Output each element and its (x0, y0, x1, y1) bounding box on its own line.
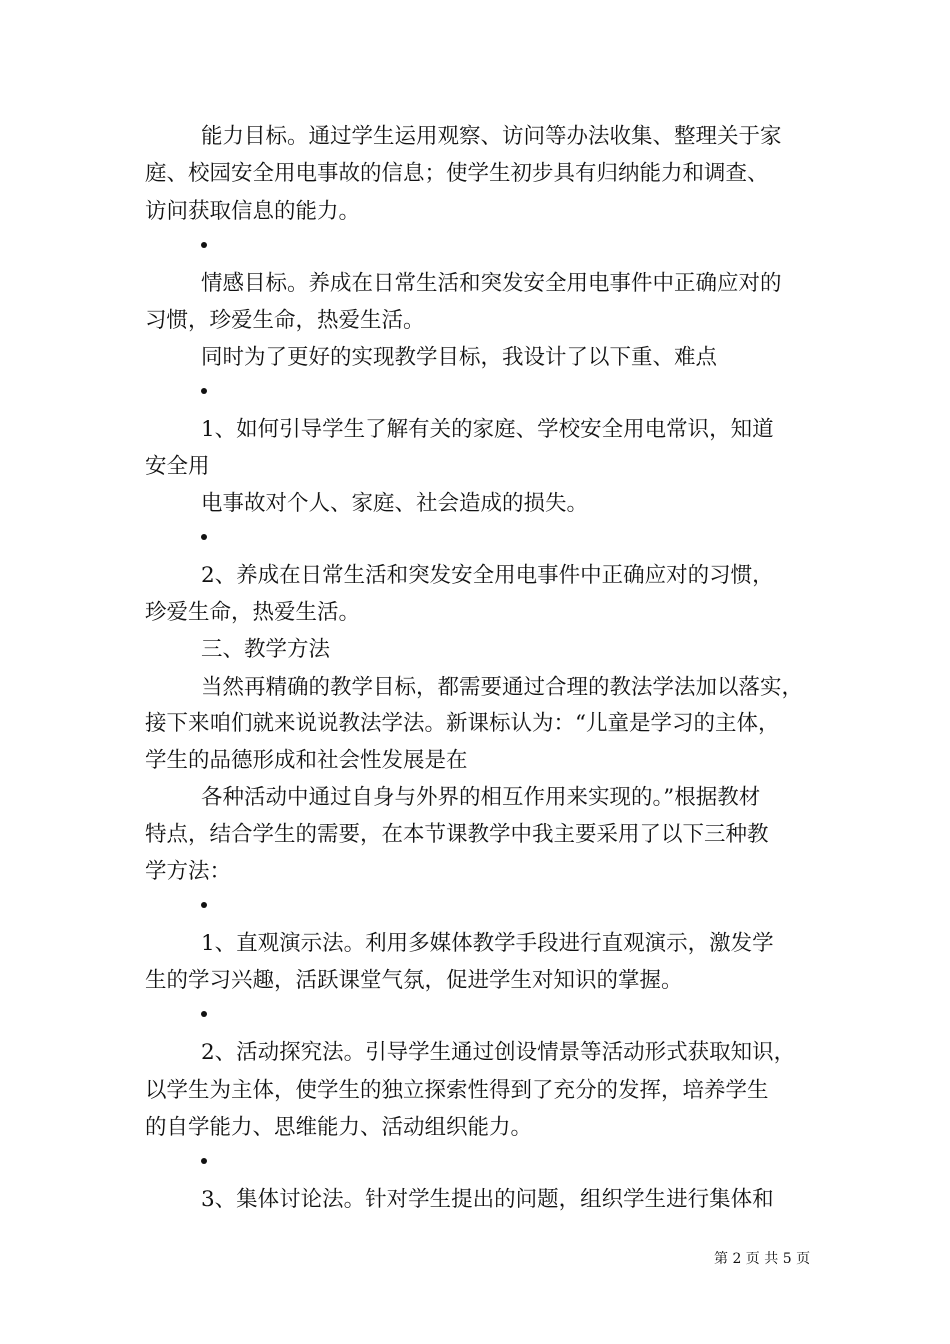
text-line: 2、活动探究法。引导学生通过创设情景等活动形式获取知识， (201, 1040, 796, 1065)
text-line: 访问获取信息的能力。 (145, 199, 361, 224)
text-line: 以学生为主体，使学生的独立探索性得到了充分的发挥，培养学生 (145, 1078, 769, 1103)
text-line: 当然再精确的教学目标，都需要通过合理的教法学法加以落实， (201, 675, 804, 700)
text-line: 情感目标。养成在日常生活和突发安全用电事件中正确应对的 (201, 271, 782, 296)
text-line: 生的学习兴趣，活跃课堂气氛，促进学生对知识的掌握。 (145, 968, 683, 993)
bullet-icon (201, 388, 207, 394)
bullet-icon (201, 242, 207, 248)
text-line: 习惯，珍爱生命，热爱生活。 (145, 308, 425, 333)
section-heading: 三、教学方法 (201, 637, 331, 662)
text-line: 同时为了更好的实现教学目标，我设计了以下重、难点 (201, 345, 718, 370)
text-line: 1、直观演示法。利用多媒体教学手段进行直观演示，激发学 (201, 931, 774, 956)
bullet-icon (201, 534, 207, 540)
text-line: 珍爱生命，热爱生活。 (145, 600, 361, 625)
text-line: 1、如何引导学生了解有关的家庭、学校安全用电常识，知道 (201, 417, 774, 442)
page-number-footer: 第 2 页 共 5 页 (714, 1251, 811, 1267)
bullet-icon (201, 1158, 207, 1164)
bullet-icon (201, 1011, 207, 1017)
text-line: 庭、校园安全用电事故的信息；使学生初步具有归纳能力和调查、 (145, 161, 769, 186)
text-line: 3、集体讨论法。针对学生提出的问题，组织学生进行集体和 (201, 1187, 774, 1212)
text-line: 接下来咱们就来说说教法学法。新课标认为：“儿童是学习的主体， (145, 711, 780, 736)
text-line: 学生的品德形成和社会性发展是在 (145, 748, 468, 773)
text-line: 电事故对个人、家庭、社会造成的损失。 (201, 491, 589, 516)
text-line: 安全用 (145, 454, 210, 479)
text-line: 学方法： (145, 859, 232, 884)
text-line: 2、养成在日常生活和突发安全用电事件中正确应对的习惯， (201, 563, 774, 588)
text-line: 特点，结合学生的需要，在本节课教学中我主要采用了以下三种教 (145, 822, 769, 847)
text-line: 能力目标。通过学生运用观察、访问等办法收集、整理关于家 (201, 124, 782, 149)
text-line: 的自学能力、思维能力、活动组织能力。 (145, 1115, 533, 1140)
text-line: 各种活动中通过自身与外界的相互作用来实现的。”根据教材 (201, 785, 761, 810)
bullet-icon (201, 902, 207, 908)
